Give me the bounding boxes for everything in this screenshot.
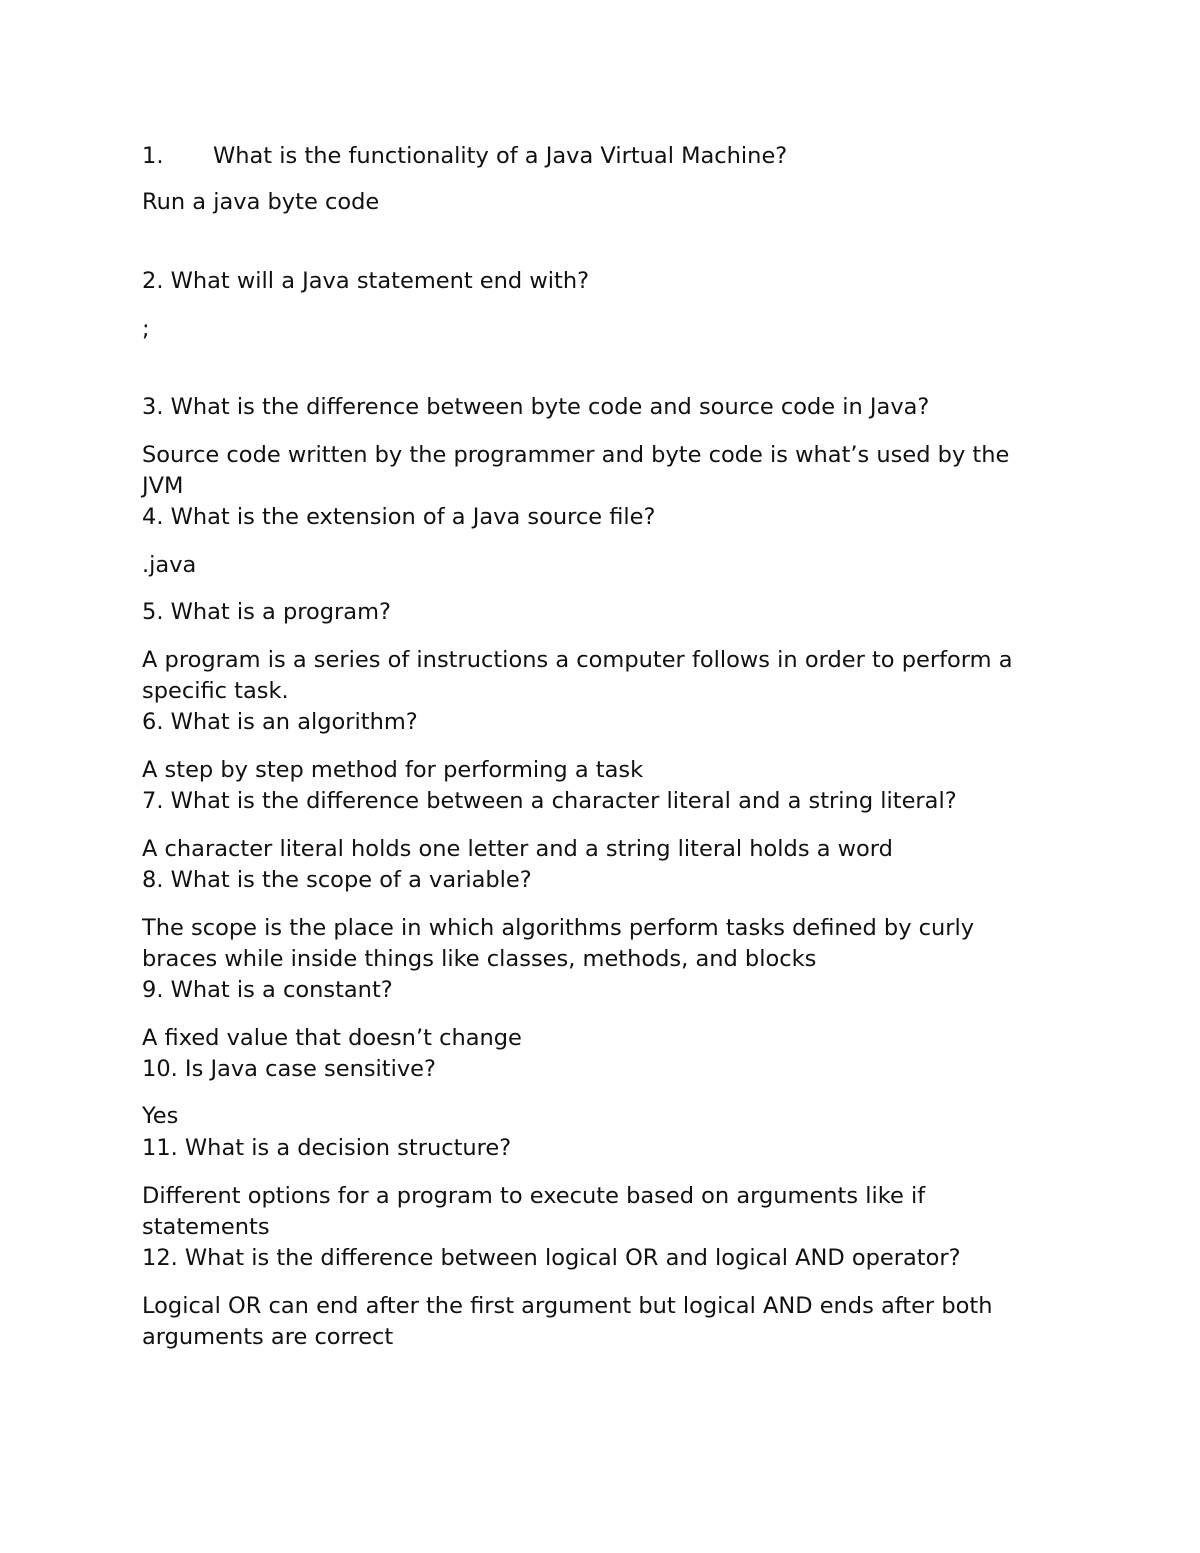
answer-text: .java	[142, 552, 197, 578]
answer-text: The scope is the place in which algorithms perform tasks defined by curly	[142, 915, 975, 941]
answer-text: braces while inside things like classes, methods, and blocks	[142, 946, 817, 972]
answer-text: JVM	[142, 473, 184, 499]
question-text: 2. What will a Java statement end with?	[142, 268, 590, 294]
answer-text: A fixed value that doesn’t change	[142, 1025, 522, 1051]
question-number: 1.	[142, 143, 164, 169]
answer-text: ;	[142, 316, 150, 342]
question-text: 4. What is the extension of a Java source file?	[142, 504, 656, 530]
question-text: 9. What is a constant?	[142, 977, 393, 1003]
answer-text: Logical OR can end after the first argument but logical AND ends after both	[142, 1293, 993, 1319]
answer-text: Run a java byte code	[142, 189, 380, 215]
answer-text: statements	[142, 1214, 270, 1240]
question-text: 3. What is the difference between byte code and source code in Java?	[142, 394, 930, 420]
answer-text: Yes	[142, 1103, 179, 1129]
answer-text: Different options for a program to execute based on arguments like if	[142, 1183, 926, 1209]
question-text: 8. What is the scope of a variable?	[142, 867, 532, 893]
answer-text: A step by step method for performing a task	[142, 757, 644, 783]
answer-text: arguments are correct	[142, 1324, 394, 1350]
question-text: 10. Is Java case sensitive?	[142, 1056, 436, 1082]
question-text: What is the functionality of a Java Virtual Machine?	[213, 143, 788, 169]
question-text: 6. What is an algorithm?	[142, 709, 418, 735]
question-text: 5. What is a program?	[142, 599, 391, 625]
question-text: 7. What is the difference between a character literal and a string literal?	[142, 788, 957, 814]
answer-text: specific task.	[142, 678, 289, 704]
question-text: 12. What is the difference between logical OR and logical AND operator?	[142, 1245, 961, 1271]
answer-text: A character literal holds one letter and a string literal holds a word	[142, 836, 893, 862]
answer-text: A program is a series of instructions a computer follows in order to perform a	[142, 647, 1013, 673]
answer-text: Source code written by the programmer and byte code is what’s used by the	[142, 442, 1010, 468]
question-text: 11. What is a decision structure?	[142, 1135, 512, 1161]
